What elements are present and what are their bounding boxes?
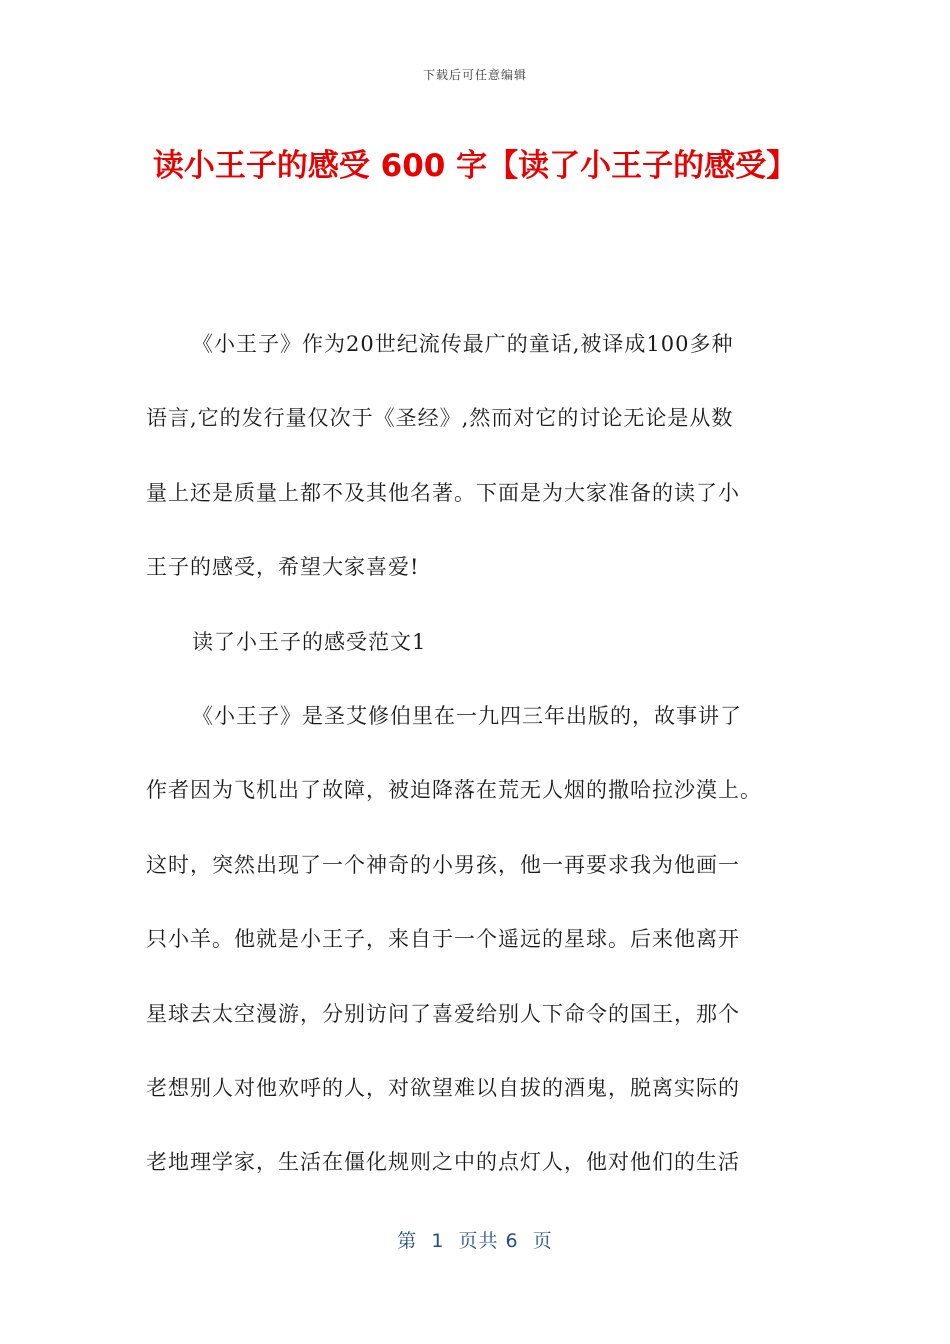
text-line: 这时，突然出现了一个神奇的小男孩，他一再要求我为他画一 (146, 852, 740, 877)
section-heading: 读了小王子的感受范文1 (192, 629, 427, 654)
text-line: 星球去太空漫游，分别访问了喜爱给别人下命令的国王，那个 (146, 1001, 740, 1026)
document-title: 读小王子的感受 600 字【读了小王子的感受】 (152, 148, 798, 184)
text-line: 语言,它的发行量仅次于《圣经》,然而对它的讨论无论是从数 (146, 406, 734, 431)
header-note: 下载后可任意编辑 (422, 68, 527, 82)
text-line: 老想别人对他欢呼的人，对欲望难以自拔的酒鬼，脱离实际的 (146, 1075, 740, 1100)
text-line: 只小羊。他就是小王子，来自于一个遥远的星球。后来他离开 (146, 927, 740, 952)
text-line: 《小王子》是圣艾修伯里在一九四三年出版的，故事讲了 (192, 703, 742, 728)
text-line: 老地理学家，生活在僵化规则之中的点灯人，他对他们的生活 (146, 1150, 740, 1175)
text-line: 《小王子》作为20世纪流传最广的童话,被译成100多种 (192, 332, 734, 356)
body-text (146, 320, 806, 1213)
text-line: 作者因为飞机出了故障，被迫降落在荒无人烟的撒哈拉沙漠上。 (146, 778, 762, 803)
page-footer: 第 1 页共 6 页 (397, 1230, 553, 1252)
text-line: 量上还是质量上都不及其他名著。下面是为大家准备的读了小 (146, 480, 740, 505)
text-line: 王子的感受，希望大家喜爱! (146, 555, 420, 580)
